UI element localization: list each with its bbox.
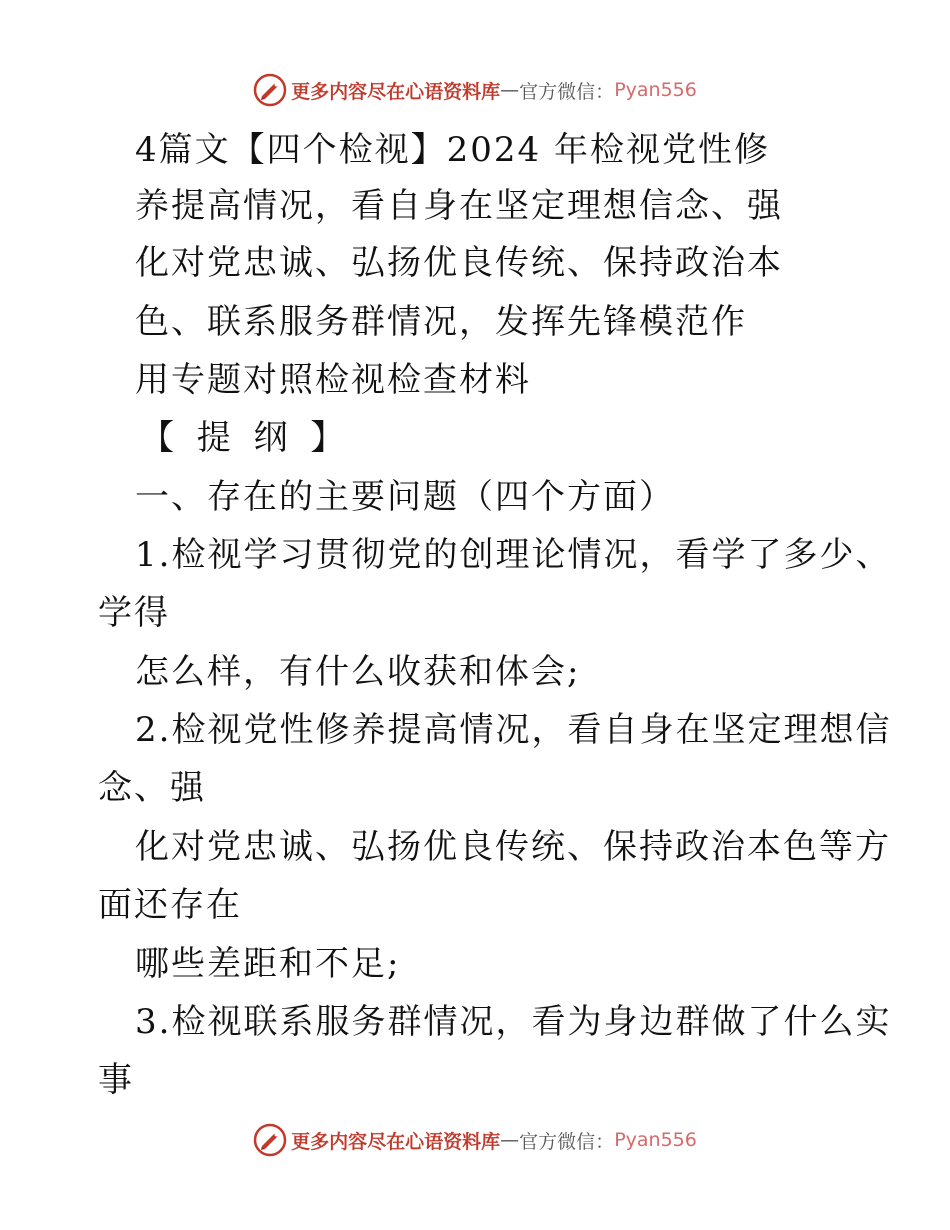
title-line-4: 色、联系服务群情况，发挥先锋模范作 (135, 302, 747, 342)
body-line-1: 1.检视学习贯彻党的创理论情况，看学了多少、 (135, 535, 892, 575)
body-line-10: 事 (98, 1060, 134, 1100)
watermark-main-text: 更多内容尽在心语资料库 (291, 80, 501, 103)
body-line-6: 化对党忠诚、弘扬优良传统、保持政治本色等方 (135, 827, 891, 867)
body-line-3: 怎么样，有什么收获和体会; (135, 652, 581, 692)
body-line-7: 面还存在 (98, 885, 242, 925)
watermark-official-label: 官方微信： (519, 1130, 615, 1153)
body-line-9: 3.检视联系服务群情况，看为身边群做了什么实 (135, 1002, 892, 1042)
watermark-main-text: 更多内容尽在心语资料库 (291, 1130, 501, 1153)
body-line-4: 2.检视党性修养提高情况，看自身在坚定理想信 (135, 710, 892, 750)
title-line-1: 4篇文【四个检视】2024 年检视党性修 (135, 130, 770, 170)
outline-heading: 【 提 纲 】 (140, 418, 351, 458)
watermark-dash: — (500, 79, 520, 101)
watermark-dash: — (500, 1129, 520, 1151)
title-line-2: 养提高情况，看自身在坚定理想信念、强 (135, 186, 783, 226)
watermark-wechat-id: Pyan556 (614, 1129, 697, 1151)
document-quill-logo-icon (253, 1123, 287, 1157)
body-line-8: 哪些差距和不足; (135, 944, 401, 984)
body-line-5: 念、强 (98, 768, 206, 808)
watermark-official-label: 官方微信： (519, 80, 615, 103)
body-line-2: 学得 (98, 593, 170, 633)
title-line-5: 用专题对照检视检查材料 (135, 360, 531, 400)
title-line-3: 化对党忠诚、弘扬优良传统、保持政治本 (135, 243, 783, 283)
watermark-wechat-id: Pyan556 (614, 79, 697, 101)
section-heading: 一、存在的主要问题（四个方面） (135, 477, 675, 517)
watermark-banner-bottom (0, 1120, 950, 1160)
